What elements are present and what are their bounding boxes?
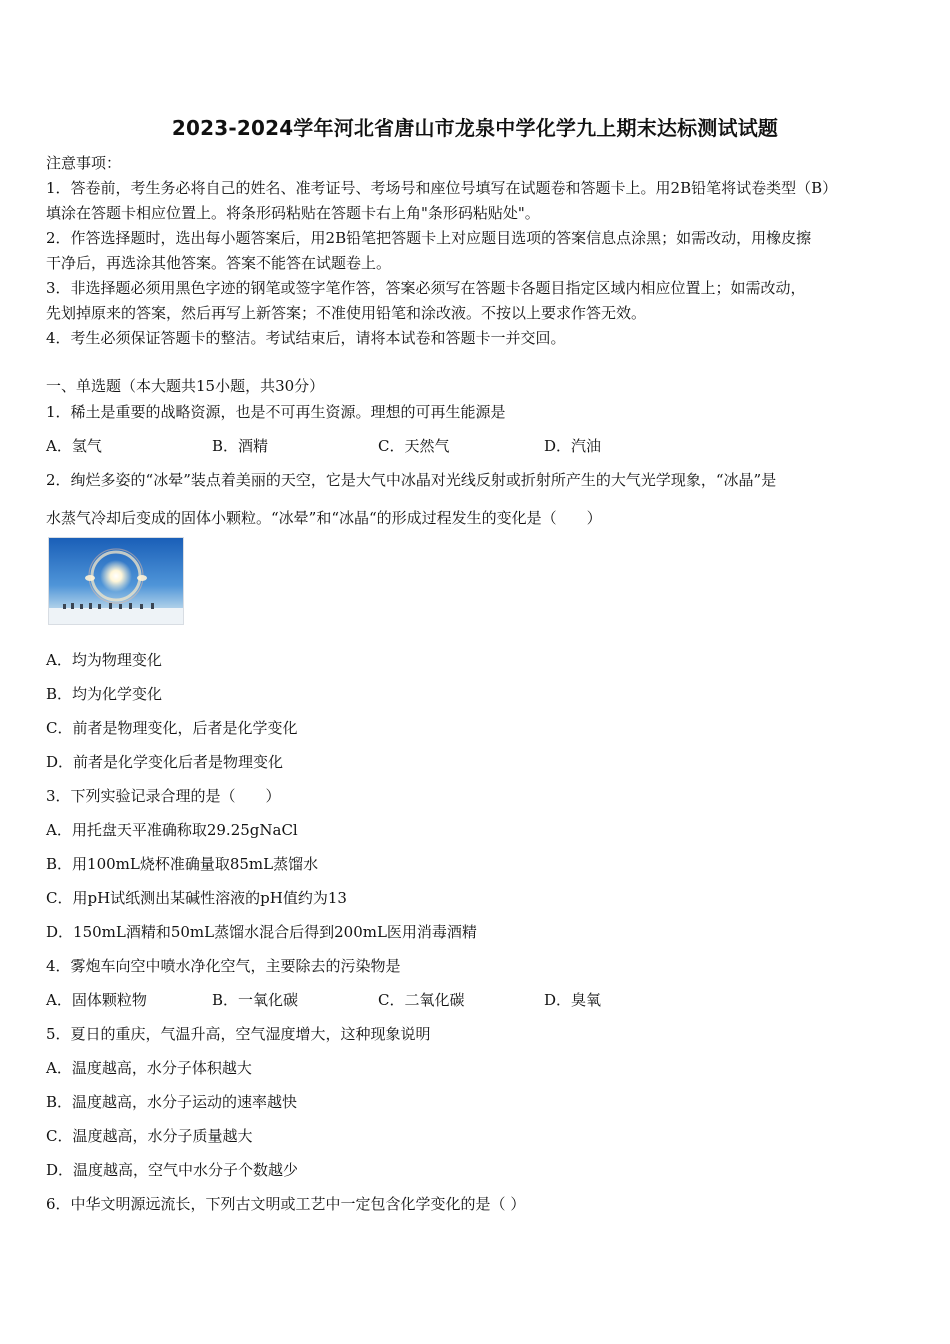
option-b[interactable]: B．用100mL烧杯准确量取85mL蒸馏水 (46, 855, 319, 873)
notice-line: 干净后，再选涂其他答案。答案不能答在试题卷上。 (46, 254, 392, 272)
option-b[interactable]: B．温度越高，水分子运动的速率越快 (46, 1093, 298, 1111)
notice-line: 3．非选择题必须用黑色字迹的钢笔或签字笔作答，答案必须写在答题卡各题目指定区域内相应位置上；如需改动， (46, 279, 806, 297)
question-stem: 3．下列实验记录合理的是（ ） (46, 787, 281, 805)
notice-line: 先划掉原来的答案，然后再写上新答案；不准使用铅笔和涂改液。不按以上要求作答无效。 (46, 304, 647, 322)
ice-halo-image (49, 538, 183, 624)
option-d[interactable]: D．前者是化学变化后者是物理变化 (46, 753, 284, 771)
question-stem: 水蒸气冷却后变成的固体小颗粒。“冰晕”和“冰晶“的形成过程发生的变化是（ ） (46, 509, 602, 527)
option-c[interactable]: C．温度越高，水分子质量越大 (46, 1127, 253, 1145)
page-title: 2023-2024学年河北省唐山市龙泉中学化学九上期末达标测试试题 (171, 116, 779, 140)
options-row (46, 435, 710, 456)
option-c[interactable]: C．用pH试纸测出某碱性溶液的pH值约为13 (46, 889, 347, 907)
question-stem: 1．稀土是重要的战略资源，也是不可再生资源。理想的可再生能源是 (46, 403, 506, 421)
option-d[interactable]: D．臭氧 (544, 991, 602, 1009)
question-stem: 4．雾炮车向空中喷水净化空气，主要除去的污染物是 (46, 957, 401, 975)
option-d[interactable]: D．150mL酒精和50mL蒸馏水混合后得到200mL医用消毒酒精 (46, 923, 477, 941)
option-c[interactable]: C．天然气 (378, 437, 450, 455)
option-b[interactable]: B．均为化学变化 (46, 685, 163, 703)
option-a[interactable]: A．固体颗粒物 (46, 991, 147, 1009)
question-stem: 5．夏日的重庆，气温升高，空气湿度增大，这种现象说明 (46, 1025, 431, 1043)
section-heading: 一、单选题（本大题共15小题，共30分） (46, 377, 325, 395)
notice-label: 注意事项： (46, 154, 122, 172)
notice-line: 填涂在答题卡相应位置上。将条形码粘贴在答题卡右上角"条形码粘贴处"。 (46, 204, 540, 222)
option-b[interactable]: B．酒精 (212, 437, 269, 455)
notice-line: 2．作答选择题时，选出每小题答案后，用2B铅笔把答题卡上对应题目选项的答案信息点涂黑；如需改动，用橡皮擦 (46, 229, 812, 247)
notice-line: 4．考生必须保证答题卡的整洁。考试结束后，请将本试卷和答题卡一并交回。 (46, 329, 566, 347)
option-a[interactable]: A．用托盘天平准确称取29.25gNaCl (46, 821, 298, 839)
question-stem: 2．绚烂多姿的“冰晕”装点着美丽的天空，它是大气中冰晶对光线反射或折射所产生的大气光学现象，“冰晶”是 (46, 471, 777, 489)
option-b[interactable]: B．一氧化碳 (212, 991, 299, 1009)
option-a[interactable]: A．温度越高，水分子体积越大 (46, 1059, 252, 1077)
option-a[interactable]: A．氢气 (46, 437, 102, 455)
notice-line: 1．答卷前，考生务必将自己的姓名、准考证号、考场号和座位号填写在试题卷和答题卡上。用2B铅笔将试卷类型（B） (46, 179, 838, 197)
option-a[interactable]: A．均为物理变化 (46, 651, 162, 669)
option-d[interactable]: D．温度越高，空气中水分子个数越少 (46, 1161, 299, 1179)
ice-halo-photo (48, 537, 184, 625)
options-row (46, 989, 710, 1010)
question-stem: 6．中华文明源远流长，下列古文明或工艺中一定包含化学变化的是（ ） (46, 1195, 526, 1213)
option-d[interactable]: D．汽油 (544, 437, 602, 455)
option-c[interactable]: C．前者是物理变化，后者是化学变化 (46, 719, 298, 737)
option-c[interactable]: C．二氧化碳 (378, 991, 465, 1009)
